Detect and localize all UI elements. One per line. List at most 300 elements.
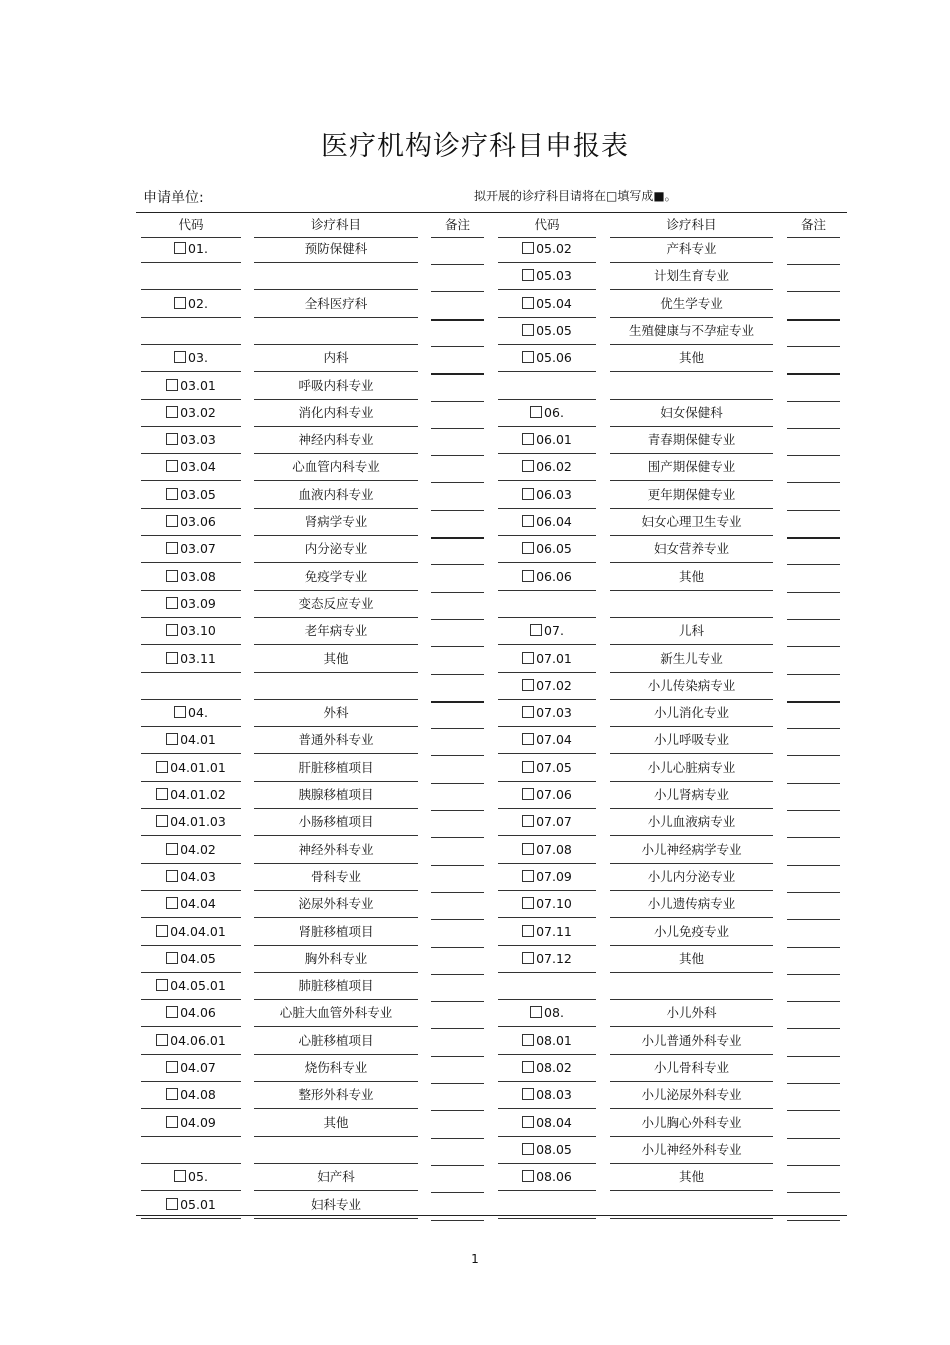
row-underline — [498, 972, 596, 973]
subject-code-text: 03.05 — [180, 487, 216, 502]
remark-field[interactable] — [431, 1028, 484, 1029]
subject-name: 免疫学专业 — [304, 569, 368, 584]
checkbox[interactable] — [166, 597, 178, 609]
subject-code — [141, 1169, 241, 1185]
subject-code-text: 04.01.01 — [170, 760, 226, 775]
row-underline — [498, 426, 596, 427]
row-underline — [498, 1136, 596, 1137]
subject-code-text: 05. — [188, 1169, 208, 1184]
checkbox[interactable] — [156, 788, 168, 800]
row-underline — [254, 835, 418, 836]
header-remark-left: 备注 — [444, 217, 470, 232]
checkbox[interactable] — [166, 1116, 178, 1128]
subject-code-text: 07.10 — [536, 896, 572, 911]
row-underline — [141, 781, 241, 782]
row-underline — [498, 1190, 596, 1191]
remark-field[interactable] — [431, 1165, 484, 1166]
remark-field[interactable] — [431, 537, 484, 539]
checkbox[interactable] — [522, 1143, 534, 1155]
remark-field[interactable] — [787, 728, 840, 729]
row-underline — [498, 726, 596, 727]
subject-code-text: 06.01 — [536, 432, 572, 447]
checkbox[interactable] — [522, 706, 534, 718]
row-underline — [141, 617, 241, 618]
subject-name: 骨科专业 — [310, 869, 361, 884]
subject-name: 心脏移植项目 — [298, 1033, 374, 1048]
row-underline — [141, 726, 241, 727]
remark-field[interactable] — [787, 319, 840, 321]
checkbox[interactable] — [522, 351, 534, 363]
subject-name: 小儿心脏病专业 — [647, 760, 736, 775]
remark-field[interactable] — [787, 783, 840, 784]
remark-field[interactable] — [787, 646, 840, 647]
row-underline — [498, 917, 596, 918]
row-underline — [254, 945, 418, 946]
row-underline — [610, 617, 773, 618]
checkbox[interactable] — [522, 269, 534, 281]
remark-field[interactable] — [787, 510, 840, 511]
remark-field[interactable] — [787, 619, 840, 620]
remark-field[interactable] — [431, 1220, 484, 1221]
row-underline — [141, 1054, 241, 1055]
remark-field[interactable] — [787, 837, 840, 838]
subject-code — [498, 896, 596, 912]
checkbox[interactable] — [522, 1034, 534, 1046]
checkbox[interactable] — [522, 433, 534, 445]
checkbox[interactable] — [522, 297, 534, 309]
subject-code-text: 03.09 — [180, 596, 216, 611]
subject-code-text: 04.01.03 — [170, 814, 226, 829]
subject-code — [498, 678, 596, 694]
subject-name: 其他 — [678, 1169, 704, 1184]
subject-name: 更年期保健专业 — [647, 487, 736, 502]
checkbox[interactable] — [522, 897, 534, 909]
remark-field[interactable] — [431, 974, 484, 975]
subject-code-text: 04.04 — [180, 896, 216, 911]
remark-field[interactable] — [787, 455, 840, 456]
header-subject-left: 诊疗科目 — [310, 217, 361, 232]
subject-code-text: 06.04 — [536, 514, 572, 529]
checkbox[interactable] — [166, 379, 178, 391]
remark-field[interactable] — [787, 1138, 840, 1139]
subject-code-text: 07.03 — [536, 705, 572, 720]
remark-field[interactable] — [787, 537, 840, 539]
subject-code-text: 06.02 — [536, 459, 572, 474]
row-underline — [610, 644, 773, 645]
row-underline — [254, 426, 418, 427]
row-underline — [141, 590, 241, 591]
table-top-rule — [136, 212, 847, 213]
subject-code-text: 03.04 — [180, 459, 216, 474]
header-subject-right: 诊疗科目 — [666, 217, 717, 232]
subject-name: 小儿消化专业 — [653, 705, 729, 720]
row-underline — [141, 890, 241, 891]
subject-name: 老年病专业 — [304, 623, 368, 638]
subject-name: 内分泌专业 — [304, 541, 368, 556]
subject-name: 小儿呼吸专业 — [653, 732, 729, 747]
checkbox[interactable] — [522, 652, 534, 664]
remark-field[interactable] — [431, 1110, 484, 1111]
remark-field[interactable] — [431, 810, 484, 811]
subject-code — [141, 869, 241, 885]
row-underline — [141, 535, 241, 536]
checkbox[interactable] — [522, 952, 534, 964]
checkbox[interactable] — [156, 815, 168, 827]
remark-field[interactable] — [431, 1056, 484, 1057]
subject-code — [141, 1115, 241, 1131]
checkbox[interactable] — [522, 679, 534, 691]
checkbox[interactable] — [156, 925, 168, 937]
subject-name: 小儿神经外科专业 — [641, 1142, 742, 1157]
checkbox[interactable] — [522, 815, 534, 827]
header-underline — [787, 237, 840, 238]
subject-code-text: 08.03 — [536, 1087, 572, 1102]
checkbox[interactable] — [522, 542, 534, 554]
checkbox[interactable] — [166, 870, 178, 882]
checkbox[interactable] — [156, 761, 168, 773]
subject-code — [141, 1033, 241, 1049]
subject-name: 烧伤科专业 — [304, 1060, 368, 1075]
remark-field[interactable] — [787, 1001, 840, 1002]
remark-field[interactable] — [787, 810, 840, 811]
subject-name: 呼吸内科专业 — [298, 378, 374, 393]
subject-name: 肾脏移植项目 — [298, 924, 374, 939]
subject-name: 小儿遗传病专业 — [647, 896, 736, 911]
subject-code-text: 05.05 — [536, 323, 572, 338]
remark-field[interactable] — [431, 482, 484, 483]
subject-name: 预防保健科 — [304, 241, 368, 256]
row-underline — [254, 890, 418, 891]
subject-code-text: 08.02 — [536, 1060, 572, 1075]
subject-name: 外科 — [323, 705, 349, 720]
remark-field[interactable] — [787, 974, 840, 975]
subject-code — [141, 705, 241, 721]
row-underline — [254, 1190, 418, 1191]
remark-field[interactable] — [787, 1056, 840, 1057]
row-underline — [254, 1026, 418, 1027]
row-underline — [498, 371, 596, 372]
checkbox[interactable] — [166, 433, 178, 445]
subject-code-text: 04.06 — [180, 1005, 216, 1020]
checkbox[interactable] — [522, 843, 534, 855]
checkbox[interactable] — [174, 242, 186, 254]
subject-name: 生殖健康与不孕症专业 — [628, 323, 754, 338]
checkbox[interactable] — [174, 297, 186, 309]
checkbox[interactable] — [156, 1034, 168, 1046]
subject-name: 妇女营养专业 — [653, 541, 729, 556]
checkbox[interactable] — [166, 406, 178, 418]
subject-code-text: 08. — [544, 1005, 564, 1020]
remark-field[interactable] — [787, 1028, 840, 1029]
remark-field[interactable] — [787, 264, 840, 265]
remark-field[interactable] — [787, 919, 840, 920]
subject-code-text: 05.06 — [536, 350, 572, 365]
checkbox[interactable] — [522, 870, 534, 882]
checkbox[interactable] — [156, 979, 168, 991]
remark-field[interactable] — [787, 1192, 840, 1193]
row-underline — [610, 1190, 773, 1191]
subject-code-text: 07.05 — [536, 760, 572, 775]
row-underline — [610, 1136, 773, 1137]
remark-field[interactable] — [431, 1083, 484, 1084]
checkbox[interactable] — [522, 1061, 534, 1073]
row-underline — [610, 753, 773, 754]
checkbox[interactable] — [522, 1170, 534, 1182]
subject-code — [498, 241, 596, 257]
checkbox[interactable] — [174, 351, 186, 363]
remark-field[interactable] — [431, 837, 484, 838]
table-bottom-rule — [136, 1215, 847, 1216]
row-underline — [141, 863, 241, 864]
remark-field[interactable] — [787, 373, 840, 375]
remark-field[interactable] — [431, 1192, 484, 1193]
subject-name: 小儿普通外科专业 — [641, 1033, 742, 1048]
subject-code-text: 07.07 — [536, 814, 572, 829]
remark-field[interactable] — [787, 482, 840, 483]
subject-code — [498, 514, 596, 530]
subject-code — [498, 951, 596, 967]
subject-code — [141, 814, 241, 830]
remark-field[interactable] — [431, 892, 484, 893]
row-underline — [498, 863, 596, 864]
row-underline — [610, 344, 773, 345]
remark-field[interactable] — [431, 264, 484, 265]
row-underline — [141, 972, 241, 973]
subject-code — [141, 924, 241, 940]
subject-code — [498, 787, 596, 803]
subject-code — [141, 405, 241, 421]
subject-name: 其他 — [678, 350, 704, 365]
page-title: 医疗机构诊疗科目申报表 — [321, 131, 629, 162]
remark-field[interactable] — [787, 428, 840, 429]
subject-name: 心脏大血管外科专业 — [279, 1005, 393, 1020]
remark-field[interactable] — [431, 592, 484, 593]
subject-code-text: 06.06 — [536, 569, 572, 584]
remark-field[interactable] — [431, 346, 484, 347]
checkbox[interactable] — [522, 925, 534, 937]
remark-field[interactable] — [431, 291, 484, 292]
checkbox[interactable] — [166, 488, 178, 500]
row-underline — [141, 344, 241, 345]
checkbox[interactable] — [522, 761, 534, 773]
checkbox[interactable] — [522, 515, 534, 527]
row-underline — [610, 453, 773, 454]
remark-field[interactable] — [787, 1220, 840, 1221]
remark-field[interactable] — [787, 592, 840, 593]
row-underline — [610, 999, 773, 1000]
remark-field[interactable] — [787, 401, 840, 402]
remark-field[interactable] — [431, 373, 484, 375]
subject-code — [498, 268, 596, 284]
header-underline — [141, 237, 241, 238]
header-underline — [498, 237, 596, 238]
subject-name: 小儿肾病专业 — [653, 787, 729, 802]
checkbox[interactable] — [522, 488, 534, 500]
checkbox[interactable] — [522, 460, 534, 472]
subject-code-text: 04.01 — [180, 732, 216, 747]
subject-code-text: 04.06.01 — [170, 1033, 226, 1048]
checkbox[interactable] — [522, 1116, 534, 1128]
checkbox[interactable] — [530, 406, 542, 418]
subject-code — [498, 732, 596, 748]
subject-code — [141, 1060, 241, 1076]
row-underline — [254, 753, 418, 754]
row-underline — [498, 289, 596, 290]
row-underline — [254, 399, 418, 400]
row-underline — [141, 562, 241, 563]
subject-name: 其他 — [678, 951, 704, 966]
checkbox[interactable] — [522, 324, 534, 336]
row-underline — [610, 399, 773, 400]
remark-field[interactable] — [787, 892, 840, 893]
remark-field[interactable] — [431, 428, 484, 429]
checkbox[interactable] — [530, 1006, 542, 1018]
remark-field[interactable] — [787, 291, 840, 292]
subject-code — [141, 378, 241, 394]
row-underline — [141, 644, 241, 645]
subject-code-text: 03.11 — [180, 651, 216, 666]
row-underline — [498, 699, 596, 700]
checkbox[interactable] — [522, 570, 534, 582]
subject-code — [498, 569, 596, 585]
subject-name: 小儿外科 — [666, 1005, 717, 1020]
checkbox[interactable] — [166, 952, 178, 964]
remark-field[interactable] — [431, 701, 484, 703]
checkbox[interactable] — [530, 624, 542, 636]
remark-field[interactable] — [431, 1138, 484, 1139]
remark-field[interactable] — [787, 701, 840, 703]
remark-field[interactable] — [787, 755, 840, 756]
checkbox[interactable] — [166, 733, 178, 745]
subject-name: 小儿泌尿外科专业 — [641, 1087, 742, 1102]
remark-field[interactable] — [431, 619, 484, 620]
row-underline — [498, 808, 596, 809]
row-underline — [498, 399, 596, 400]
remark-field[interactable] — [787, 1083, 840, 1084]
remark-field[interactable] — [431, 728, 484, 729]
row-underline — [610, 972, 773, 973]
remark-field[interactable] — [431, 919, 484, 920]
row-underline — [254, 644, 418, 645]
subject-name: 整形外科专业 — [298, 1087, 374, 1102]
remark-field[interactable] — [787, 947, 840, 948]
remark-field[interactable] — [787, 1110, 840, 1111]
subject-code-text: 03.02 — [180, 405, 216, 420]
checkbox[interactable] — [166, 515, 178, 527]
row-underline — [498, 344, 596, 345]
row-underline — [141, 508, 241, 509]
remark-field[interactable] — [787, 346, 840, 347]
subject-code — [498, 405, 596, 421]
subject-code — [141, 1197, 241, 1213]
checkbox[interactable] — [166, 570, 178, 582]
subject-name: 其他 — [323, 651, 349, 666]
subject-name: 产科专业 — [666, 241, 717, 256]
subject-code — [498, 651, 596, 667]
subject-name: 妇女心理卫生专业 — [641, 514, 742, 529]
row-underline — [498, 1081, 596, 1082]
checkbox[interactable] — [166, 1006, 178, 1018]
subject-code — [498, 541, 596, 557]
row-underline — [254, 726, 418, 727]
row-underline — [141, 426, 241, 427]
checkbox[interactable] — [166, 1061, 178, 1073]
checkbox[interactable] — [166, 1198, 178, 1210]
subject-code — [141, 978, 241, 994]
remark-field[interactable] — [431, 319, 484, 321]
remark-field[interactable] — [431, 674, 484, 675]
remark-field[interactable] — [787, 865, 840, 866]
row-underline — [141, 1218, 241, 1219]
checkbox[interactable] — [166, 624, 178, 636]
row-underline — [254, 453, 418, 454]
subject-code-text: 03.06 — [180, 514, 216, 529]
row-underline — [610, 426, 773, 427]
page-number: 1 — [471, 1252, 479, 1266]
row-underline — [254, 917, 418, 918]
checkbox[interactable] — [522, 1088, 534, 1100]
checkbox[interactable] — [522, 788, 534, 800]
remark-field[interactable] — [431, 510, 484, 511]
subject-name: 变态反应专业 — [298, 596, 374, 611]
row-underline — [610, 672, 773, 673]
subject-code — [498, 1005, 596, 1021]
row-underline — [141, 371, 241, 372]
row-underline — [141, 480, 241, 481]
checkbox[interactable] — [174, 706, 186, 718]
remark-field[interactable] — [431, 865, 484, 866]
checkbox[interactable] — [166, 843, 178, 855]
row-underline — [610, 1163, 773, 1164]
subject-code — [141, 842, 241, 858]
checkbox[interactable] — [166, 652, 178, 664]
remark-field[interactable] — [431, 564, 484, 565]
subject-code-text: 04.09 — [180, 1115, 216, 1130]
remark-field[interactable] — [431, 646, 484, 647]
checkbox[interactable] — [166, 542, 178, 554]
subject-code-text: 04.04.01 — [170, 924, 226, 939]
subject-code-text: 07.06 — [536, 787, 572, 802]
remark-field[interactable] — [431, 783, 484, 784]
remark-field[interactable] — [787, 1165, 840, 1166]
row-underline — [141, 945, 241, 946]
subject-code — [498, 1142, 596, 1158]
checkbox[interactable] — [166, 1088, 178, 1100]
remark-field[interactable] — [431, 401, 484, 402]
remark-field[interactable] — [431, 755, 484, 756]
checkbox[interactable] — [174, 1170, 186, 1182]
checkbox[interactable] — [522, 733, 534, 745]
subject-code-text: 03.01 — [180, 378, 216, 393]
checkbox[interactable] — [166, 460, 178, 472]
subject-code-text: 04.07 — [180, 1060, 216, 1075]
subject-name: 小儿传染病专业 — [647, 678, 736, 693]
subject-code — [141, 787, 241, 803]
header-remark-right: 备注 — [800, 217, 826, 232]
row-underline — [610, 917, 773, 918]
row-underline — [498, 317, 596, 318]
checkbox[interactable] — [166, 897, 178, 909]
row-underline — [254, 699, 418, 700]
remark-field[interactable] — [431, 947, 484, 948]
remark-field[interactable] — [431, 455, 484, 456]
subject-code — [498, 623, 596, 639]
subject-code — [141, 459, 241, 475]
remark-field[interactable] — [431, 1001, 484, 1002]
remark-field[interactable] — [787, 674, 840, 675]
checkbox[interactable] — [522, 242, 534, 254]
remark-field[interactable] — [787, 564, 840, 565]
